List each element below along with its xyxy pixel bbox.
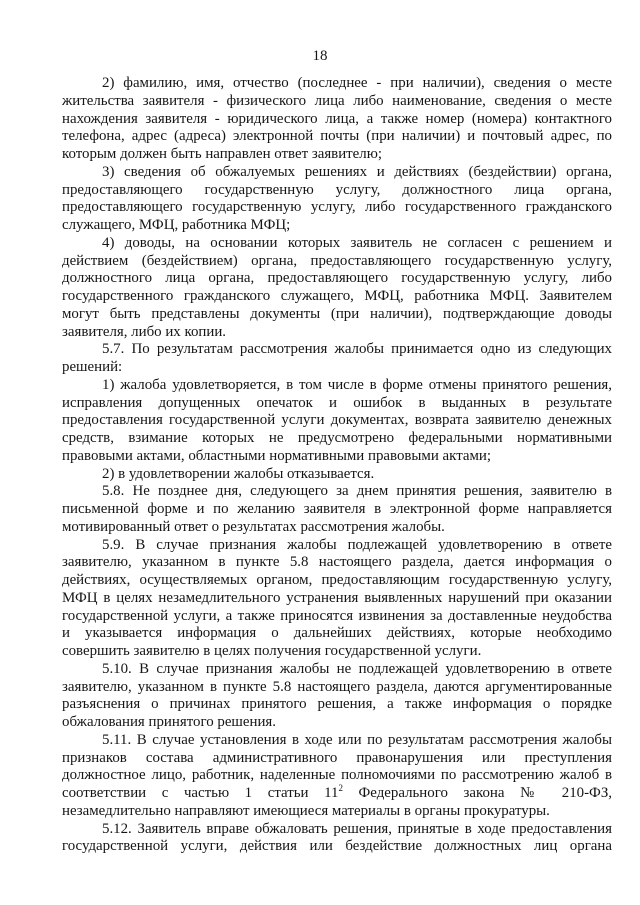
text-line: признаков состава административного правонарушения или преступления bbox=[62, 749, 612, 766]
text-line: действием (бездействием) органа, предоставляющего государственную услугу, bbox=[62, 252, 612, 269]
text-line: заявителю, указанном в пункте 5.8 настоящего раздела, дается информация о bbox=[62, 554, 612, 571]
text-line bbox=[62, 785, 612, 803]
text-line: совершить заявителю в целях получения государственной услуги. bbox=[62, 643, 482, 659]
clause-5-10 bbox=[62, 661, 612, 732]
text-line: средств, взимание которых не предусмотрено федеральными нормативными bbox=[62, 430, 612, 446]
text-line: разъяснения о причинах принятого решения, а также информация о порядке bbox=[62, 696, 612, 713]
text-line: письменной форме и по желанию заявителя в электронной форме направляется bbox=[62, 501, 612, 517]
text-line: могут быть представлены документы (при наличии), подтверждающие доводы bbox=[62, 305, 612, 322]
text-line: обжалования принятого решения. bbox=[62, 714, 277, 730]
text-line: предоставления государственной услуги документах, возврата заявителю денежных bbox=[62, 412, 612, 429]
text-line: и указывается информация о дальнейших действиях, которые необходимо bbox=[62, 625, 612, 642]
text-line: нахождения заявителя - юридического лица, а также номер (номера) контактного bbox=[62, 110, 612, 127]
text-line: действиях, осуществляемых органом, предоставляющим государственную услугу, bbox=[62, 572, 612, 588]
list-item-4 bbox=[62, 235, 612, 342]
clause-5-11 bbox=[62, 732, 612, 821]
text-line: исправления допущенных опечаток и ошибок в выданных в результате bbox=[62, 394, 612, 411]
text-line: 1) жалоба удовлетворяется, в том числе в форме отмены принятого решения, bbox=[102, 376, 612, 393]
superscript: 2 bbox=[338, 783, 343, 793]
text-line: мотивированный ответ о результатах рассмотрения жалобы. bbox=[62, 518, 445, 535]
text-line: жительства заявителя - физического лица либо наименование, сведения о месте bbox=[62, 92, 612, 109]
text-line: государственной услуги, действия или бездействие должностных лиц органа bbox=[62, 838, 612, 855]
text-line: 2) фамилию, имя, отчество (последнее - при наличии), сведения о месте bbox=[102, 75, 612, 91]
decision-option-2 bbox=[62, 466, 612, 484]
clause-5-8 bbox=[62, 483, 612, 536]
text-line: 5.12. Заявитель вправе обжаловать решения, принятые в ходе предоставления bbox=[102, 820, 612, 837]
text-line: 5.7. По результатам рассмотрения жалобы принимается одно из следующих bbox=[102, 341, 612, 358]
text-line: заявителя, либо их копии. bbox=[62, 323, 227, 340]
list-item-3 bbox=[62, 164, 612, 235]
text-line: должностного лица органа, предоставляющего государственную услугу, либо bbox=[62, 270, 612, 287]
text-line: незамедлительно направляют имеющиеся материалы в органы прокуратуры. bbox=[62, 802, 550, 819]
text-line: 3) сведения об обжалуемых решениях и действиях (бездействии) органа, bbox=[102, 163, 612, 180]
text-line: 4) доводы, на основании которых заявитель не согласен с решением и bbox=[102, 234, 612, 251]
clause-5-9 bbox=[62, 537, 612, 661]
text-line: 5.9. В случае признания жалобы подлежащей удовлетворению в ответе bbox=[102, 536, 612, 553]
document-body bbox=[62, 75, 612, 856]
text-line: государственного гражданского служащего, МФЦ, работника МФЦ. Заявителем bbox=[62, 288, 612, 304]
text-line: правовыми актами, областными нормативными правовыми актами; bbox=[62, 447, 492, 464]
text-line: 2) в удовлетворении жалобы отказывается. bbox=[102, 465, 375, 482]
list-item-2 bbox=[62, 75, 612, 164]
text-line: 5.11. В случае установления в ходе или по результатам рассмотрения жалобы bbox=[102, 731, 612, 748]
text-line: заявителю, указанном в пункте 5.8 настоящего раздела, даются аргументированные bbox=[62, 678, 612, 695]
text-line: государственной услуги, а также приносятся извинения за доставленные неудобства bbox=[62, 607, 612, 624]
page-number: 18 bbox=[312, 48, 328, 64]
text-line: 5.10. В случае признания жалобы не подлежащей удовлетворению в ответе bbox=[102, 660, 612, 677]
text-segment: соответствии с частью 1 статьи 11 bbox=[62, 785, 339, 801]
text-line: МФЦ в целях незамедлительного устранения выявленных нарушений при оказании bbox=[62, 589, 612, 606]
decision-option-1 bbox=[62, 377, 612, 466]
text-line: предоставляющего государственную услугу, должностного лица органа, bbox=[62, 181, 612, 198]
text-line: телефона, адрес (адреса) электронной почты (при наличии) и почтовый адрес, по bbox=[62, 128, 612, 145]
text-line: предоставляющего государственную услугу, либо государственного гражданского bbox=[62, 199, 612, 216]
text-line: которым должен быть направлен ответ заявителю; bbox=[62, 146, 382, 162]
text-line: служащего, МФЦ, работника МФЦ; bbox=[62, 217, 291, 233]
text-line: должностное лицо, работник, наделенные полномочиями по рассмотрению жалоб в bbox=[62, 767, 612, 784]
clause-5-12 bbox=[62, 821, 612, 857]
text-segment: Федерального закона № 210-ФЗ, bbox=[342, 785, 613, 801]
text-line: решений: bbox=[62, 359, 123, 375]
clause-5-7 bbox=[62, 341, 612, 377]
text-line: 5.8. Не позднее дня, следующего за днем принятия решения, заявителю в bbox=[102, 483, 612, 500]
